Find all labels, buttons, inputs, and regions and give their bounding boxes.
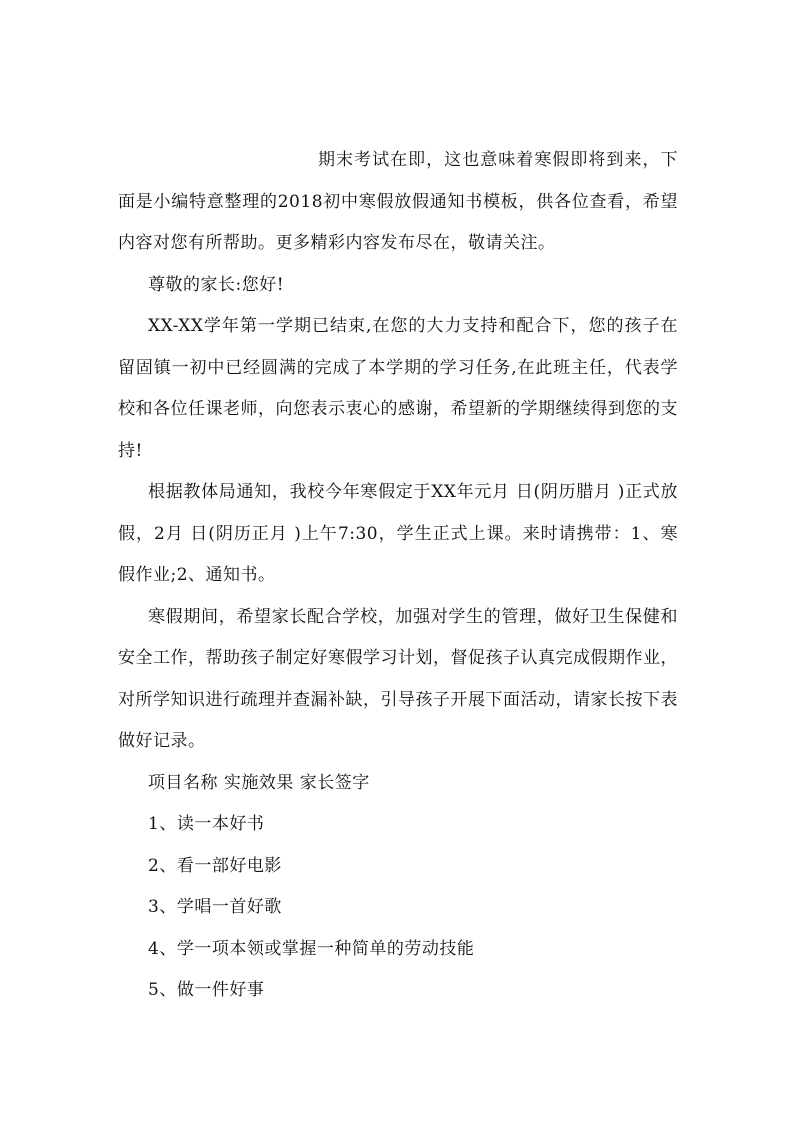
holiday-guidance-paragraph: 寒假期间，希望家长配合学校，加强对学生的管理，做好卫生保健和安全工作，帮助孩子制定好寒假学习计划，督促孩子认真完成假期作业，对所学知识进行疏理并查漏补缺，引导孩子开展下面活动，请家长按下表做好记录。 [118, 606, 678, 751]
greeting-line: 尊敬的家长:您好! [148, 274, 285, 295]
activity-item: 1、读一本好书 [148, 814, 265, 834]
activity-item: 5、做一件好事 [148, 980, 265, 1000]
activity-item: 2、看一部好电影 [148, 855, 282, 876]
holiday-schedule-paragraph: 根据教体局通知，我校今年寒假定于XX年元月 日(阴历腊月 )正式放假，2月 日(阴历正月 )上午7:30，学生正式上课。来时请携带：1、寒假作业;2、通知书。 [118, 482, 678, 585]
document-body [118, 140, 678, 1012]
semester-end-paragraph: XX-XX学年第一学期已结束,在您的大力支持和配合下，您的孩子在留固镇一初中已经圆满的完成了本学期的学习任务,在此班主任，代表学校和各位任课老师，向您表示衷心的感谢，希望新的学期继续得到您的支持! [118, 316, 678, 461]
activity-table-header: 项目名称 实施效果 家长签字 [148, 772, 370, 793]
intro-paragraph: 期末考试在即，这也意味着寒假即将到来，下面是小编特意整理的2018初中寒假放假通知书模板，供各位查看，希望内容对您有所帮助。更多精彩内容发布尽在，敬请关注。 [118, 150, 678, 253]
activity-item: 4、学一项本领或掌握一种简单的劳动技能 [148, 938, 475, 959]
activity-item: 3、学唱一首好歌 [148, 897, 282, 917]
